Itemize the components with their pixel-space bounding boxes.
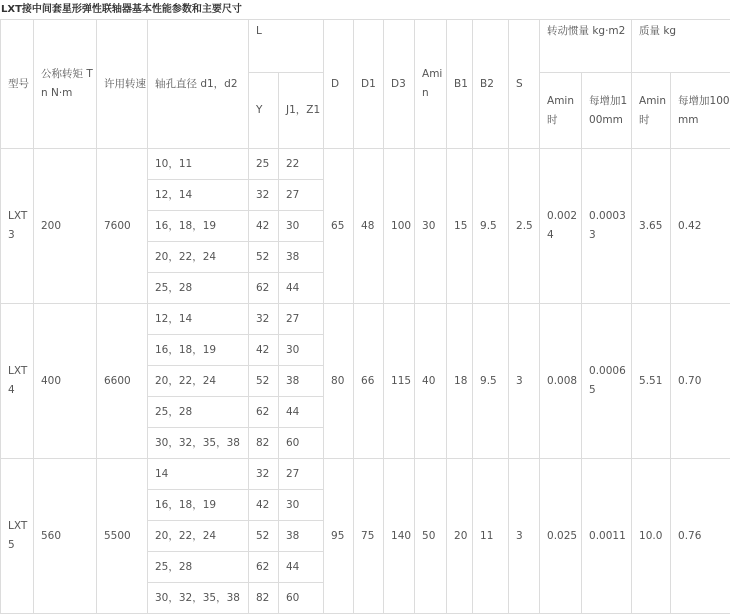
col-header-D: D (324, 20, 354, 149)
cell-L-J1Z1: 60 (279, 583, 324, 614)
cell-L-Y: 32 (249, 304, 279, 335)
cell-Amin: 30 (415, 149, 447, 304)
col-header-L-Y: Y (249, 73, 279, 149)
cell-speed: 7600 (97, 149, 148, 304)
cell-D1: 66 (354, 304, 384, 459)
col-header-speed: 许用转速 (97, 20, 148, 149)
cell-L-J1Z1: 22 (279, 149, 324, 180)
cell-mass-amin: 5.51 (632, 304, 671, 459)
cell-L-Y: 82 (249, 583, 279, 614)
cell-model: LXT3 (1, 149, 34, 304)
cell-L-Y: 42 (249, 335, 279, 366)
cell-L-Y: 42 (249, 211, 279, 242)
cell-torque: 200 (34, 149, 97, 304)
cell-bore: 16，18，19 (148, 211, 249, 242)
cell-L-Y: 52 (249, 366, 279, 397)
col-header-Amin: Amin (415, 20, 447, 149)
cell-inertia-amin: 0.025 (540, 459, 582, 614)
col-header-inertia-amin: Amin时 (540, 73, 582, 149)
cell-bore: 10，11 (148, 149, 249, 180)
cell-L-J1Z1: 44 (279, 397, 324, 428)
col-header-L-J1Z1: J1，Z1 (279, 73, 324, 149)
page-title: LXT接中间套星形弹性联轴器基本性能参数和主要尺寸 (1, 0, 242, 19)
cell-L-J1Z1: 30 (279, 211, 324, 242)
cell-bore: 12，14 (148, 304, 249, 335)
cell-L-Y: 82 (249, 428, 279, 459)
cell-L-Y: 32 (249, 459, 279, 490)
cell-inertia-amin: 0.0024 (540, 149, 582, 304)
cell-bore: 25，28 (148, 273, 249, 304)
cell-S: 3 (509, 304, 540, 459)
cell-L-J1Z1: 30 (279, 490, 324, 521)
cell-L-J1Z1: 60 (279, 428, 324, 459)
col-header-D1: D1 (354, 20, 384, 149)
cell-L-J1Z1: 27 (279, 459, 324, 490)
cell-mass-per100mm: 0.70 (671, 304, 730, 459)
col-header-S: S (509, 20, 540, 149)
cell-L-Y: 52 (249, 521, 279, 552)
cell-speed: 6600 (97, 304, 148, 459)
cell-inertia-per100mm: 0.0011 (582, 459, 632, 614)
cell-S: 2.5 (509, 149, 540, 304)
cell-D3: 140 (384, 459, 415, 614)
col-header-L: L (249, 20, 324, 73)
cell-bore: 30，32，35，38 (148, 428, 249, 459)
cell-D3: 115 (384, 304, 415, 459)
col-header-model: 型号 (1, 20, 34, 149)
cell-L-J1Z1: 27 (279, 180, 324, 211)
col-header-mass: 质量 kg (632, 20, 730, 73)
cell-L-J1Z1: 44 (279, 273, 324, 304)
cell-L-Y: 42 (249, 490, 279, 521)
cell-bore: 16，18，19 (148, 490, 249, 521)
col-header-mass-per100mm: 每增加100mm (671, 73, 730, 149)
cell-L-J1Z1: 30 (279, 335, 324, 366)
cell-bore: 30，32，35，38 (148, 583, 249, 614)
table-row (1, 304, 730, 335)
cell-L-J1Z1: 44 (279, 552, 324, 583)
cell-B1: 15 (447, 149, 473, 304)
col-header-D3: D3 (384, 20, 415, 149)
cell-inertia-per100mm: 0.00033 (582, 149, 632, 304)
cell-Amin: 50 (415, 459, 447, 614)
col-header-inertia-per100mm: 每增加100mm (582, 73, 632, 149)
cell-bore: 14 (148, 459, 249, 490)
table-row (1, 459, 730, 490)
cell-D3: 100 (384, 149, 415, 304)
cell-D1: 75 (354, 459, 384, 614)
cell-S: 3 (509, 459, 540, 614)
cell-mass-per100mm: 0.76 (671, 459, 730, 614)
cell-L-Y: 62 (249, 397, 279, 428)
cell-L-J1Z1: 38 (279, 242, 324, 273)
cell-speed: 5500 (97, 459, 148, 614)
table-row (1, 149, 730, 180)
cell-model: LXT5 (1, 459, 34, 614)
cell-bore: 20，22，24 (148, 521, 249, 552)
cell-inertia-amin: 0.008 (540, 304, 582, 459)
cell-torque: 560 (34, 459, 97, 614)
cell-bore: 20，22，24 (148, 242, 249, 273)
cell-D: 95 (324, 459, 354, 614)
cell-torque: 400 (34, 304, 97, 459)
cell-D1: 48 (354, 149, 384, 304)
col-header-inertia: 转动惯量 kg·m2 (540, 20, 632, 73)
cell-model: LXT4 (1, 304, 34, 459)
cell-mass-amin: 3.65 (632, 149, 671, 304)
col-header-torque: 公称转矩 Tn N·m (34, 20, 97, 149)
cell-L-J1Z1: 38 (279, 521, 324, 552)
col-header-B1: B1 (447, 20, 473, 149)
cell-bore: 25，28 (148, 552, 249, 583)
cell-B1: 18 (447, 304, 473, 459)
cell-mass-amin: 10.0 (632, 459, 671, 614)
cell-L-Y: 32 (249, 180, 279, 211)
cell-L-Y: 62 (249, 552, 279, 583)
cell-L-Y: 52 (249, 242, 279, 273)
col-header-mass-amin: Amin时 (632, 73, 671, 149)
col-header-B2: B2 (473, 20, 509, 149)
cell-L-J1Z1: 38 (279, 366, 324, 397)
cell-L-J1Z1: 27 (279, 304, 324, 335)
cell-B1: 20 (447, 459, 473, 614)
coupling-spec-table (0, 19, 730, 614)
cell-L-Y: 62 (249, 273, 279, 304)
cell-Amin: 40 (415, 304, 447, 459)
cell-bore: 16，18，19 (148, 335, 249, 366)
cell-bore: 25，28 (148, 397, 249, 428)
cell-D: 65 (324, 149, 354, 304)
cell-B2: 11 (473, 459, 509, 614)
cell-bore: 12，14 (148, 180, 249, 211)
cell-B2: 9.5 (473, 304, 509, 459)
cell-inertia-per100mm: 0.00065 (582, 304, 632, 459)
col-header-bore: 轴孔直径 d1，d2 (148, 20, 249, 149)
cell-L-Y: 25 (249, 149, 279, 180)
cell-bore: 20，22，24 (148, 366, 249, 397)
cell-B2: 9.5 (473, 149, 509, 304)
cell-D: 80 (324, 304, 354, 459)
cell-mass-per100mm: 0.42 (671, 149, 730, 304)
